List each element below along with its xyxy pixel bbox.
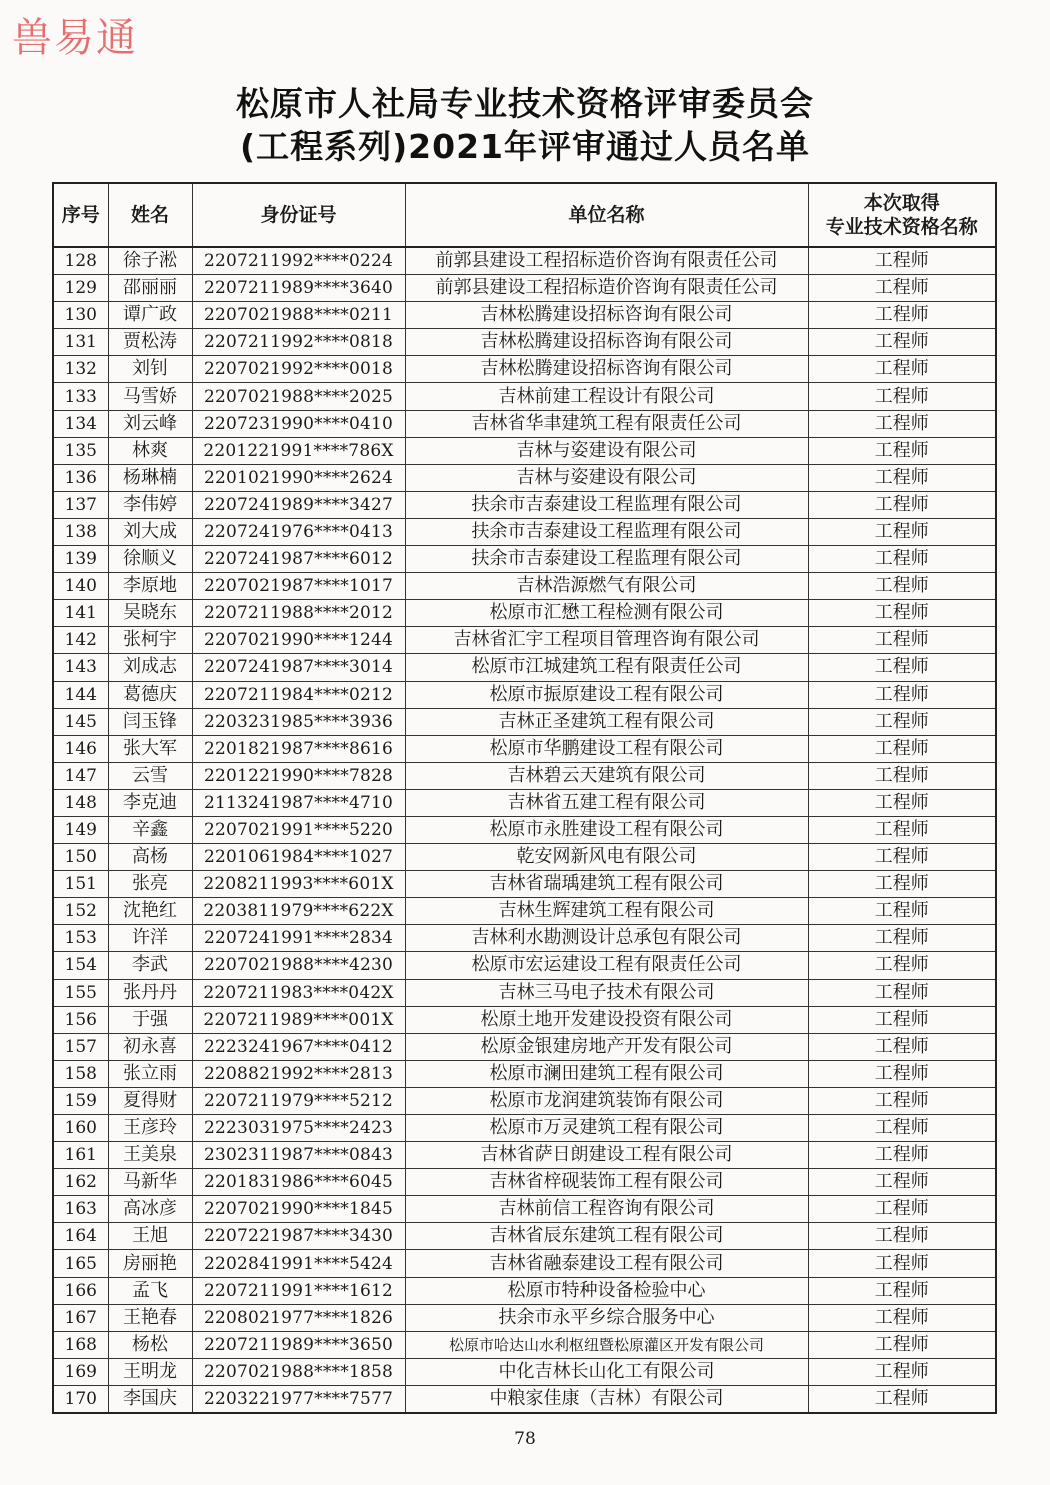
cell-index: 129 xyxy=(53,275,108,302)
cell-index: 131 xyxy=(53,329,108,356)
cell-name: 于强 xyxy=(108,1006,192,1033)
cell-unit-name: 扶余市吉泰建设工程监理有限公司 xyxy=(405,518,808,545)
cell-id-number: 2203221977****7577 xyxy=(192,1385,405,1413)
cell-id-number: 2201021990****2624 xyxy=(192,464,405,491)
cell-unit-name: 扶余市吉泰建设工程监理有限公司 xyxy=(405,491,808,518)
cell-unit-name: 松原金银建房地产开发有限公司 xyxy=(405,1033,808,1060)
table-row xyxy=(53,491,996,518)
table-row xyxy=(53,735,996,762)
cell-index: 133 xyxy=(53,383,108,410)
cell-unit-name: 中粮家佳康（吉林）有限公司 xyxy=(405,1385,808,1413)
cell-index: 155 xyxy=(53,979,108,1006)
cell-qualification: 工程师 xyxy=(808,275,996,302)
table-row xyxy=(53,925,996,952)
cell-qualification: 工程师 xyxy=(808,925,996,952)
cell-qualification: 工程师 xyxy=(808,898,996,925)
cell-qualification: 工程师 xyxy=(808,302,996,329)
table-row xyxy=(53,1087,996,1114)
cell-index: 134 xyxy=(53,410,108,437)
cell-qualification: 工程师 xyxy=(808,1385,996,1413)
cell-id-number: 2207021988****2025 xyxy=(192,383,405,410)
cell-id-number: 2113241987****4710 xyxy=(192,789,405,816)
cell-id-number: 2201821987****8616 xyxy=(192,735,405,762)
cell-id-number: 2207211989****001X xyxy=(192,1006,405,1033)
cell-name: 张亮 xyxy=(108,871,192,898)
table-row xyxy=(53,1304,996,1331)
cell-id-number: 2207021988****1858 xyxy=(192,1358,405,1385)
cell-id-number: 2207211979****5212 xyxy=(192,1087,405,1114)
cell-index: 148 xyxy=(53,789,108,816)
cell-name: 李克迪 xyxy=(108,789,192,816)
cell-index: 137 xyxy=(53,491,108,518)
header-name: 姓名 xyxy=(108,183,192,247)
cell-qualification: 工程师 xyxy=(808,654,996,681)
cell-index: 139 xyxy=(53,546,108,573)
cell-qualification: 工程师 xyxy=(808,247,996,275)
cell-id-number: 2207021988****4230 xyxy=(192,952,405,979)
cell-id-number: 2223031975****2423 xyxy=(192,1115,405,1142)
cell-index: 164 xyxy=(53,1223,108,1250)
cell-unit-name: 吉林浩源燃气有限公司 xyxy=(405,573,808,600)
cell-name: 夏得财 xyxy=(108,1087,192,1114)
cell-id-number: 2223241967****0412 xyxy=(192,1033,405,1060)
table-row xyxy=(53,762,996,789)
cell-qualification: 工程师 xyxy=(808,1115,996,1142)
cell-unit-name: 松原市宏运建设工程有限责任公司 xyxy=(405,952,808,979)
cell-unit-name: 松原土地开发建设投资有限公司 xyxy=(405,1006,808,1033)
cell-unit-name: 松原市永胜建设工程有限公司 xyxy=(405,816,808,843)
cell-qualification: 工程师 xyxy=(808,1277,996,1304)
table-row xyxy=(53,871,996,898)
cell-id-number: 2207021991****5220 xyxy=(192,816,405,843)
table-row xyxy=(53,1277,996,1304)
cell-qualification: 工程师 xyxy=(808,1060,996,1087)
cell-index: 168 xyxy=(53,1331,108,1358)
cell-name: 谭广政 xyxy=(108,302,192,329)
cell-id-number: 2201221991****786X xyxy=(192,437,405,464)
table-row xyxy=(53,546,996,573)
cell-qualification: 工程师 xyxy=(808,1331,996,1358)
cell-index: 135 xyxy=(53,437,108,464)
cell-id-number: 2207021992****0018 xyxy=(192,356,405,383)
cell-name: 马新华 xyxy=(108,1169,192,1196)
cell-id-number: 2208021977****1826 xyxy=(192,1304,405,1331)
cell-name: 林爽 xyxy=(108,437,192,464)
cell-id-number: 2208211993****601X xyxy=(192,871,405,898)
cell-name: 葛德庆 xyxy=(108,681,192,708)
cell-qualification: 工程师 xyxy=(808,1087,996,1114)
cell-id-number: 2208821992****2813 xyxy=(192,1060,405,1087)
cell-unit-name: 松原市特种设备检验中心 xyxy=(405,1277,808,1304)
cell-unit-name: 松原市万灵建筑工程有限公司 xyxy=(405,1115,808,1142)
table-row xyxy=(53,898,996,925)
cell-name: 张大军 xyxy=(108,735,192,762)
cell-qualification: 工程师 xyxy=(808,1358,996,1385)
header-unit: 单位名称 xyxy=(405,183,808,247)
cell-qualification: 工程师 xyxy=(808,708,996,735)
cell-id-number: 2207241976****0413 xyxy=(192,518,405,545)
table-row xyxy=(53,383,996,410)
cell-name: 许洋 xyxy=(108,925,192,952)
cell-id-number: 2207021988****0211 xyxy=(192,302,405,329)
cell-qualification: 工程师 xyxy=(808,1033,996,1060)
table-row xyxy=(53,275,996,302)
cell-qualification: 工程师 xyxy=(808,600,996,627)
cell-name: 云雪 xyxy=(108,762,192,789)
cell-qualification: 工程师 xyxy=(808,383,996,410)
cell-qualification: 工程师 xyxy=(808,464,996,491)
cell-index: 136 xyxy=(53,464,108,491)
cell-index: 165 xyxy=(53,1250,108,1277)
cell-index: 163 xyxy=(53,1196,108,1223)
cell-id-number: 2207211983****042X xyxy=(192,979,405,1006)
table-row xyxy=(53,247,996,275)
table-row xyxy=(53,302,996,329)
cell-qualification: 工程师 xyxy=(808,1250,996,1277)
cell-id-number: 2201831986****6045 xyxy=(192,1169,405,1196)
cell-qualification: 工程师 xyxy=(808,329,996,356)
cell-index: 159 xyxy=(53,1087,108,1114)
cell-index: 147 xyxy=(53,762,108,789)
cell-qualification: 工程师 xyxy=(808,356,996,383)
cell-name: 刘云峰 xyxy=(108,410,192,437)
table-row xyxy=(53,681,996,708)
cell-index: 153 xyxy=(53,925,108,952)
cell-name: 刘钊 xyxy=(108,356,192,383)
cell-name: 闫玉锋 xyxy=(108,708,192,735)
cell-name: 杨琳楠 xyxy=(108,464,192,491)
cell-unit-name: 吉林省汇宇工程项目管理咨询有限公司 xyxy=(405,627,808,654)
cell-qualification: 工程师 xyxy=(808,871,996,898)
table-row xyxy=(53,600,996,627)
table-row xyxy=(53,1250,996,1277)
cell-qualification: 工程师 xyxy=(808,1169,996,1196)
cell-id-number: 2207211991****1612 xyxy=(192,1277,405,1304)
cell-qualification: 工程师 xyxy=(808,952,996,979)
cell-name: 张丹丹 xyxy=(108,979,192,1006)
page-number: 78 xyxy=(514,1429,536,1449)
cell-index: 162 xyxy=(53,1169,108,1196)
cell-name: 杨松 xyxy=(108,1331,192,1358)
cell-qualification: 工程师 xyxy=(808,816,996,843)
cell-unit-name: 前郭县建设工程招标造价咨询有限责任公司 xyxy=(405,275,808,302)
cell-index: 156 xyxy=(53,1006,108,1033)
table-row xyxy=(53,708,996,735)
cell-unit-name: 松原市澜田建筑工程有限公司 xyxy=(405,1060,808,1087)
cell-unit-name: 吉林利水勘测设计总承包有限公司 xyxy=(405,925,808,952)
cell-unit-name: 扶余市永平乡综合服务中心 xyxy=(405,1304,808,1331)
cell-qualification: 工程师 xyxy=(808,1223,996,1250)
cell-name: 王艳春 xyxy=(108,1304,192,1331)
cell-qualification: 工程师 xyxy=(808,789,996,816)
table-row xyxy=(53,654,996,681)
cell-name: 张柯宇 xyxy=(108,627,192,654)
cell-qualification: 工程师 xyxy=(808,1006,996,1033)
cell-name: 初永喜 xyxy=(108,1033,192,1060)
cell-index: 151 xyxy=(53,871,108,898)
cell-id-number: 2203231985****3936 xyxy=(192,708,405,735)
table-row xyxy=(53,1223,996,1250)
cell-index: 166 xyxy=(53,1277,108,1304)
cell-name: 辛鑫 xyxy=(108,816,192,843)
table-row xyxy=(53,1196,996,1223)
cell-qualification: 工程师 xyxy=(808,762,996,789)
cell-qualification: 工程师 xyxy=(808,979,996,1006)
table-row xyxy=(53,627,996,654)
header-qualification-line1: 本次取得 xyxy=(863,192,940,214)
cell-id-number: 2207021990****1845 xyxy=(192,1196,405,1223)
cell-id-number: 2202841991****5424 xyxy=(192,1250,405,1277)
cell-qualification: 工程师 xyxy=(808,410,996,437)
cell-unit-name: 吉林前信工程咨询有限公司 xyxy=(405,1196,808,1223)
cell-qualification: 工程师 xyxy=(808,437,996,464)
cell-name: 马雪娇 xyxy=(108,383,192,410)
cell-qualification: 工程师 xyxy=(808,735,996,762)
cell-unit-name: 吉林正圣建筑工程有限公司 xyxy=(405,708,808,735)
cell-index: 167 xyxy=(53,1304,108,1331)
cell-unit-name: 松原市汇懋工程检测有限公司 xyxy=(405,600,808,627)
cell-index: 138 xyxy=(53,518,108,545)
cell-id-number: 2207241989****3427 xyxy=(192,491,405,518)
cell-index: 169 xyxy=(53,1358,108,1385)
cell-unit-name: 松原市龙润建筑装饰有限公司 xyxy=(405,1087,808,1114)
table-row xyxy=(53,437,996,464)
cell-id-number: 2302311987****0843 xyxy=(192,1142,405,1169)
table-row xyxy=(53,979,996,1006)
cell-id-number: 2207211989****3650 xyxy=(192,1331,405,1358)
table-row xyxy=(53,1142,996,1169)
cell-name: 李伟婷 xyxy=(108,491,192,518)
watermark: 兽易通 xyxy=(12,15,138,61)
cell-unit-name: 吉林省梓砚装饰工程有限公司 xyxy=(405,1169,808,1196)
cell-unit-name: 吉林松腾建设招标咨询有限公司 xyxy=(405,356,808,383)
cell-unit-name: 吉林生辉建筑工程有限公司 xyxy=(405,898,808,925)
cell-name: 刘成志 xyxy=(108,654,192,681)
cell-name: 刘大成 xyxy=(108,518,192,545)
cell-unit-name: 吉林省辰东建筑工程有限公司 xyxy=(405,1223,808,1250)
table-row xyxy=(53,1033,996,1060)
cell-index: 157 xyxy=(53,1033,108,1060)
cell-id-number: 2207221987****3430 xyxy=(192,1223,405,1250)
cell-index: 149 xyxy=(53,816,108,843)
cell-index: 130 xyxy=(53,302,108,329)
table-body xyxy=(53,247,996,1413)
cell-index: 150 xyxy=(53,844,108,871)
cell-id-number: 2207211992****0224 xyxy=(192,247,405,275)
cell-qualification: 工程师 xyxy=(808,518,996,545)
table-row xyxy=(53,356,996,383)
table-row xyxy=(53,518,996,545)
cell-unit-name: 吉林省华聿建筑工程有限责任公司 xyxy=(405,410,808,437)
cell-id-number: 2207231990****0410 xyxy=(192,410,405,437)
cell-id-number: 2207211984****0212 xyxy=(192,681,405,708)
cell-unit-name: 扶余市吉泰建设工程监理有限公司 xyxy=(405,546,808,573)
cell-name: 李原地 xyxy=(108,573,192,600)
cell-index: 170 xyxy=(53,1385,108,1413)
table-row xyxy=(53,816,996,843)
cell-name: 房丽艳 xyxy=(108,1250,192,1277)
table-row xyxy=(53,1385,996,1413)
cell-name: 王美泉 xyxy=(108,1142,192,1169)
cell-unit-name: 松原市哈达山水利枢纽暨松原灌区开发有限公司 xyxy=(405,1331,808,1358)
cell-unit-name: 中化吉林长山化工有限公司 xyxy=(405,1358,808,1385)
cell-unit-name: 吉林与姿建设有限公司 xyxy=(405,437,808,464)
table-row xyxy=(53,952,996,979)
document-title-line2: (工程系列)2021年评审通过人员名单 xyxy=(239,127,810,166)
header-qualification-line2: 专业技术资格名称 xyxy=(825,216,978,238)
cell-name: 吴晓东 xyxy=(108,600,192,627)
cell-name: 高杨 xyxy=(108,844,192,871)
cell-id-number: 2207211989****3640 xyxy=(192,275,405,302)
header-index: 序号 xyxy=(53,183,108,247)
table-row xyxy=(53,1006,996,1033)
table-row xyxy=(53,573,996,600)
table-header-row xyxy=(53,183,996,247)
cell-name: 李国庆 xyxy=(108,1385,192,1413)
cell-index: 160 xyxy=(53,1115,108,1142)
cell-unit-name: 乾安网新风电有限公司 xyxy=(405,844,808,871)
cell-id-number: 2201061984****1027 xyxy=(192,844,405,871)
cell-index: 141 xyxy=(53,600,108,627)
table-row xyxy=(53,844,996,871)
cell-index: 132 xyxy=(53,356,108,383)
cell-unit-name: 吉林省五建工程有限公司 xyxy=(405,789,808,816)
table-row xyxy=(53,1331,996,1358)
cell-qualification: 工程师 xyxy=(808,681,996,708)
cell-id-number: 2207211988****2012 xyxy=(192,600,405,627)
cell-unit-name: 吉林前建工程设计有限公司 xyxy=(405,383,808,410)
cell-unit-name: 前郭县建设工程招标造价咨询有限责任公司 xyxy=(405,247,808,275)
cell-index: 140 xyxy=(53,573,108,600)
cell-qualification: 工程师 xyxy=(808,844,996,871)
header-id: 身份证号 xyxy=(192,183,405,247)
cell-qualification: 工程师 xyxy=(808,1196,996,1223)
header-qualification xyxy=(808,183,996,247)
cell-index: 161 xyxy=(53,1142,108,1169)
cell-unit-name: 松原市华鹏建设工程有限公司 xyxy=(405,735,808,762)
cell-name: 高冰彦 xyxy=(108,1196,192,1223)
cell-unit-name: 吉林碧云天建筑有限公司 xyxy=(405,762,808,789)
cell-unit-name: 吉林松腾建设招标咨询有限公司 xyxy=(405,329,808,356)
cell-qualification: 工程师 xyxy=(808,627,996,654)
cell-qualification: 工程师 xyxy=(808,491,996,518)
cell-id-number: 2203811979****622X xyxy=(192,898,405,925)
cell-id-number: 2207021990****1244 xyxy=(192,627,405,654)
cell-unit-name: 松原市江城建筑工程有限责任公司 xyxy=(405,654,808,681)
cell-qualification: 工程师 xyxy=(808,546,996,573)
cell-name: 邵丽丽 xyxy=(108,275,192,302)
cell-index: 145 xyxy=(53,708,108,735)
cell-index: 146 xyxy=(53,735,108,762)
cell-name: 王明龙 xyxy=(108,1358,192,1385)
document-title-line1: 松原市人社局专业技术资格评审委员会 xyxy=(236,84,814,123)
table-row xyxy=(53,1060,996,1087)
cell-qualification: 工程师 xyxy=(808,573,996,600)
cell-id-number: 2207241987****3014 xyxy=(192,654,405,681)
cell-index: 142 xyxy=(53,627,108,654)
table-row xyxy=(53,1115,996,1142)
table-row xyxy=(53,1169,996,1196)
cell-qualification: 工程师 xyxy=(808,1304,996,1331)
personnel-table xyxy=(52,182,997,1414)
table-row xyxy=(53,329,996,356)
cell-name: 王旭 xyxy=(108,1223,192,1250)
cell-unit-name: 吉林与姿建设有限公司 xyxy=(405,464,808,491)
cell-index: 154 xyxy=(53,952,108,979)
table-row xyxy=(53,1358,996,1385)
cell-id-number: 2207241991****2834 xyxy=(192,925,405,952)
cell-unit-name: 吉林省融泰建设工程有限公司 xyxy=(405,1250,808,1277)
cell-unit-name: 吉林松腾建设招标咨询有限公司 xyxy=(405,302,808,329)
cell-name: 李武 xyxy=(108,952,192,979)
cell-id-number: 2207241987****6012 xyxy=(192,546,405,573)
table-row xyxy=(53,464,996,491)
cell-qualification: 工程师 xyxy=(808,1142,996,1169)
cell-name: 王彦玲 xyxy=(108,1115,192,1142)
cell-unit-name: 松原市振原建设工程有限公司 xyxy=(405,681,808,708)
cell-unit-name: 吉林省萨日朗建设工程有限公司 xyxy=(405,1142,808,1169)
cell-unit-name: 吉林三马电子技术有限公司 xyxy=(405,979,808,1006)
cell-name: 贾松涛 xyxy=(108,329,192,356)
cell-name: 沈艳红 xyxy=(108,898,192,925)
table-row xyxy=(53,410,996,437)
cell-index: 128 xyxy=(53,247,108,275)
cell-id-number: 2207211992****0818 xyxy=(192,329,405,356)
cell-index: 144 xyxy=(53,681,108,708)
cell-unit-name: 吉林省瑞瑀建筑工程有限公司 xyxy=(405,871,808,898)
cell-name: 张立雨 xyxy=(108,1060,192,1087)
cell-id-number: 2201221990****7828 xyxy=(192,762,405,789)
cell-name: 徐子淞 xyxy=(108,247,192,275)
cell-name: 孟飞 xyxy=(108,1277,192,1304)
cell-name: 徐顺义 xyxy=(108,546,192,573)
cell-id-number: 2207021987****1017 xyxy=(192,573,405,600)
cell-index: 158 xyxy=(53,1060,108,1087)
table-row xyxy=(53,789,996,816)
cell-index: 143 xyxy=(53,654,108,681)
cell-index: 152 xyxy=(53,898,108,925)
